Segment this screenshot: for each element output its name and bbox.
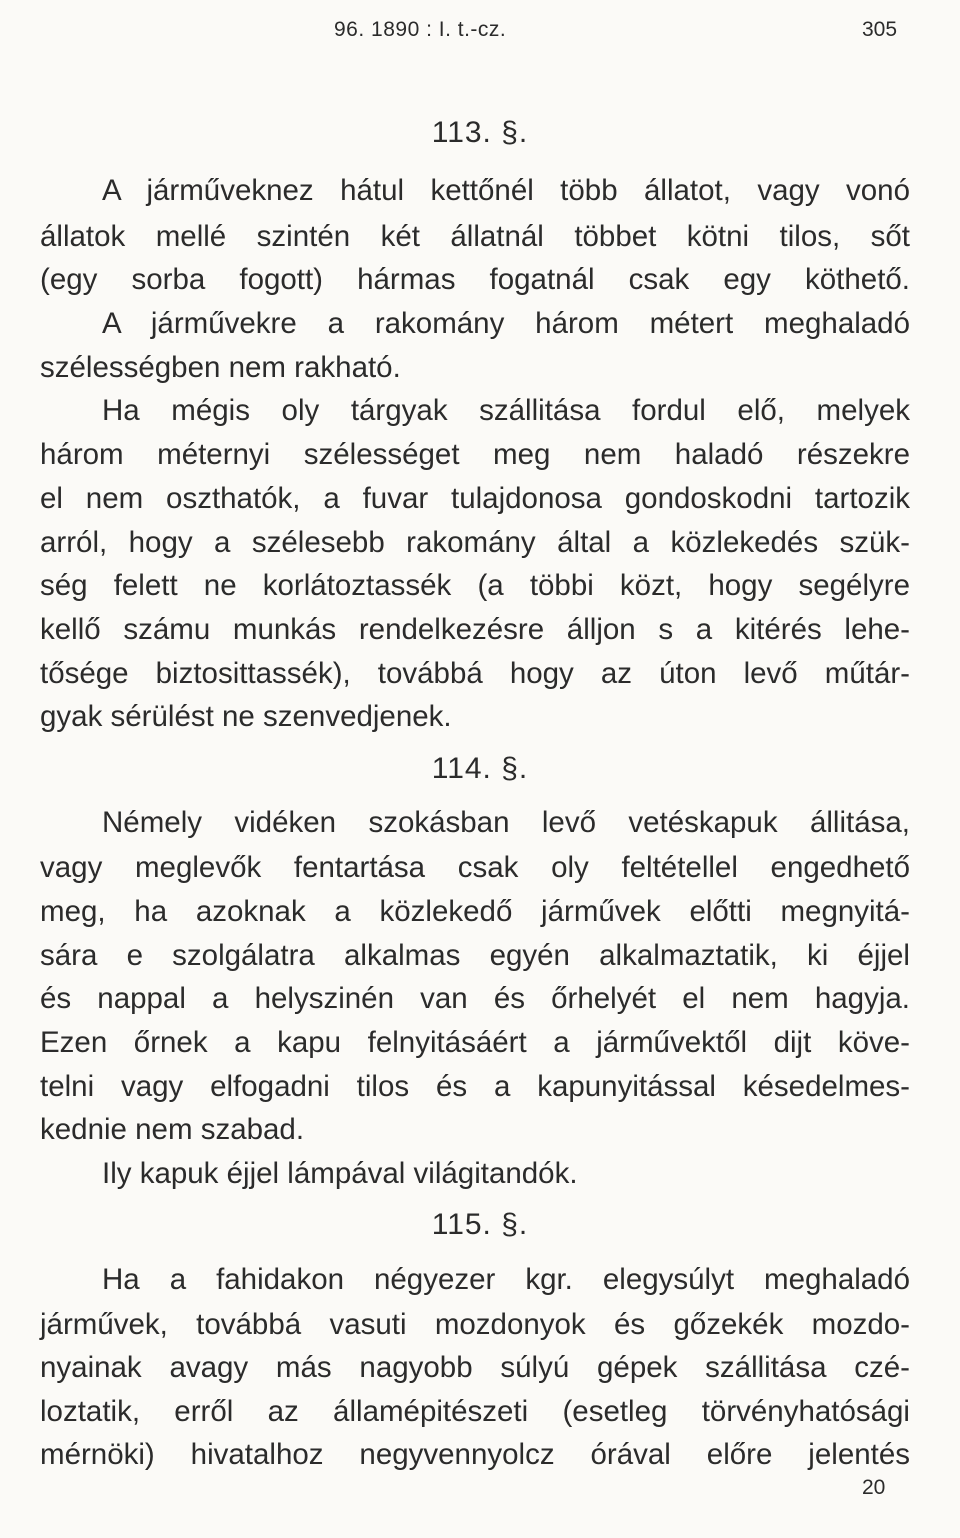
text-line: A járműveknez hátul kettőnél több állatot, vagy vonó <box>102 174 910 207</box>
section-heading-114: 114. §. <box>431 752 529 785</box>
text-line: Ily kapuk éjjel lámpával világitandók. <box>102 1157 578 1190</box>
text-line: meg, ha azoknak a közlekedő járművek előtti megnyitá- <box>40 895 910 928</box>
text-line: vagy meglevők fentartása csak oly feltétellel engedhető <box>40 851 910 884</box>
section-heading-115: 115. §. <box>431 1208 529 1241</box>
text-line: tősége biztosittassék), továbbá hogy az úton levő műtár- <box>40 657 910 690</box>
text-line: szélességben nem rakható. <box>40 351 401 384</box>
text-line: három méternyi szélességet meg nem haladó részekre <box>40 438 910 471</box>
text-line: kednie nem szabad. <box>40 1113 305 1146</box>
text-line: mérnöki) hivatalhoz negyvennyolcz órával előre jelentés <box>40 1438 910 1471</box>
text-line: állatok mellé szintén két állatnál többet kötni tilos, sőt <box>40 220 910 253</box>
text-line: sára e szolgálatra alkalmas egyén alkalmaztatik, ki éjjel <box>40 939 910 972</box>
text-line: Ha mégis oly tárgyak szállitása fordul elő, melyek <box>102 394 910 427</box>
text-line: kellő számu munkás rendelkezésre álljon s a kitérés lehe- <box>40 613 910 646</box>
text-line: Ha a fahidakon négyezer kgr. elegysúlyt meghaladó <box>102 1263 910 1296</box>
text-line: és nappal a helyszinén van és őrhelyét el nem hagyja. <box>40 982 910 1015</box>
page-number: 305 <box>862 18 898 41</box>
text-line: Némely vidéken szokásban levő vetéskapuk állitása, <box>102 806 910 839</box>
text-line: loztatik, erről az államépitészeti (esetleg törvényhatósági <box>40 1395 910 1428</box>
text-line: járművek, továbbá vasuti mozdonyok és gőzekék mozdo- <box>40 1308 910 1341</box>
text-line: (egy sorba fogott) hármas fogatnál csak egy köthető. <box>40 263 910 296</box>
text-line: ség felett ne korlátoztassék (a többi közt, hogy segélyre <box>40 569 910 602</box>
text-line: gyak sérülést ne szenvedjenek. <box>40 700 452 733</box>
section-heading-113: 113. §. <box>431 116 529 149</box>
text-line: arról, hogy a szélesebb rakomány által a közlekedés szük- <box>40 526 910 559</box>
running-header: 96. 1890 : I. t.-cz. <box>334 18 507 41</box>
text-line: el nem oszthatók, a fuvar tulajdonosa gondoskodni tartozik <box>40 482 910 515</box>
text-line: nyainak avagy más nagyobb súlyú gépek szállitása czé- <box>40 1351 910 1384</box>
text-line: A járművekre a rakomány három métert meghaladó <box>102 307 910 340</box>
text-line: telni vagy elfogadni tilos és a kapunyitással késedelmes- <box>40 1070 910 1103</box>
text-line: Ezen őrnek a kapu felnyitásáért a járművektől dijt köve- <box>40 1026 910 1059</box>
signature-mark: 20 <box>862 1476 886 1499</box>
